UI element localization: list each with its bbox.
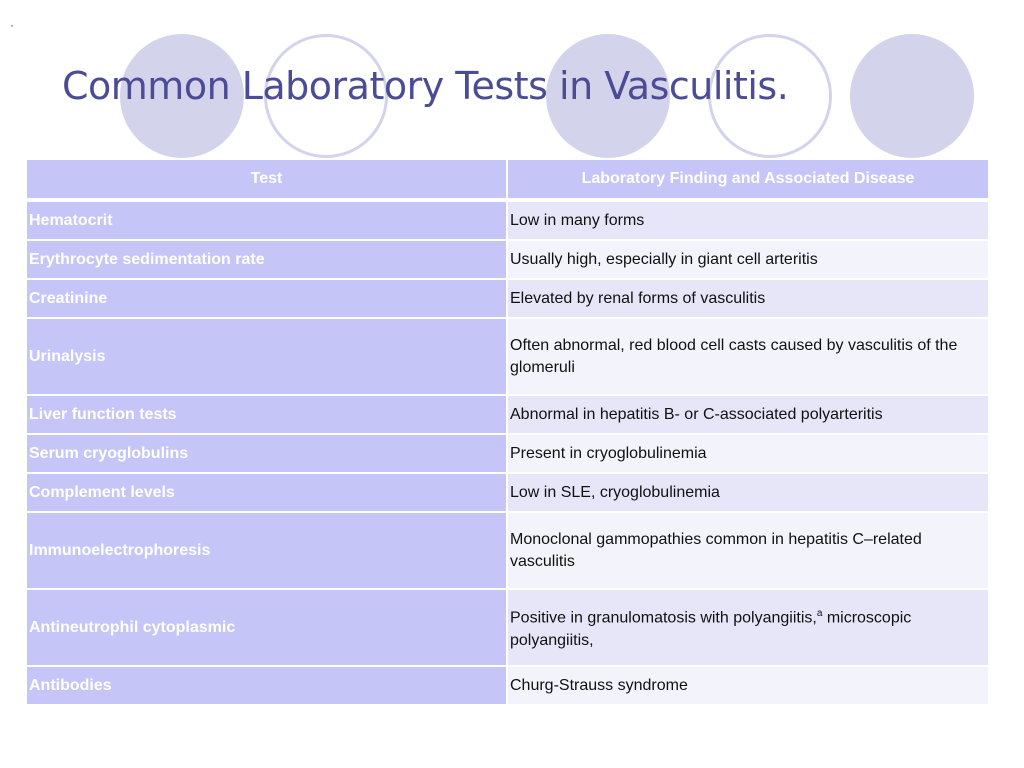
finding-cell: Monoclonal gammopathies common in hepatitis C–related vasculitis <box>507 512 989 589</box>
test-name-cell: Liver function tests <box>26 395 507 434</box>
test-name-cell: Hematocrit <box>26 200 507 240</box>
test-name-cell: Complement levels <box>26 473 507 512</box>
table-row <box>26 473 989 512</box>
test-name-cell: Serum cryoglobulins <box>26 434 507 473</box>
finding-cell: Often abnormal, red blood cell casts caused by vasculitis of the glomeruli <box>507 318 989 395</box>
table-row <box>26 589 989 666</box>
finding-cell: Low in SLE, cryoglobulinemia <box>507 473 989 512</box>
table-row <box>26 200 989 240</box>
corner-mark: · <box>10 18 14 32</box>
test-name-cell: Antibodies <box>26 666 507 705</box>
finding-cell <box>507 589 989 666</box>
column-header-finding: Laboratory Finding and Associated Disease <box>507 159 989 200</box>
finding-cell: Elevated by renal forms of vasculitis <box>507 279 989 318</box>
table-row <box>26 395 989 434</box>
finding-cell: Usually high, especially in giant cell arteritis <box>507 240 989 279</box>
table-header-row <box>26 159 989 200</box>
finding-text: Positive in granulomatosis with polyangiitis, <box>510 609 817 627</box>
finding-cell: Present in cryoglobulinemia <box>507 434 989 473</box>
table-row <box>26 666 989 705</box>
test-name-cell: Erythrocyte sedimentation rate <box>26 240 507 279</box>
test-name-cell: Antineutrophil cytoplasmic <box>26 589 507 666</box>
test-name-cell: Creatinine <box>26 279 507 318</box>
footnote-marker: a <box>816 608 823 620</box>
table-row <box>26 512 989 589</box>
test-name-cell: Immunoelectrophoresis <box>26 512 507 589</box>
table-row <box>26 240 989 279</box>
test-name-cell: Urinalysis <box>26 318 507 395</box>
finding-cell: Churg-Strauss syndrome <box>507 666 989 705</box>
table-row <box>26 434 989 473</box>
table-row <box>26 279 989 318</box>
finding-text-continued: microscopic polyangiitis, <box>510 609 912 649</box>
column-header-test: Test <box>26 159 507 200</box>
table-row <box>26 318 989 395</box>
slide-title: Common Laboratory Tests in Vasculitis. <box>62 64 789 108</box>
finding-cell: Low in many forms <box>507 200 989 240</box>
lab-tests-table <box>25 158 990 706</box>
decorative-circle-filled <box>850 34 974 158</box>
finding-cell: Abnormal in hepatitis B- or C-associated polyarteritis <box>507 395 989 434</box>
